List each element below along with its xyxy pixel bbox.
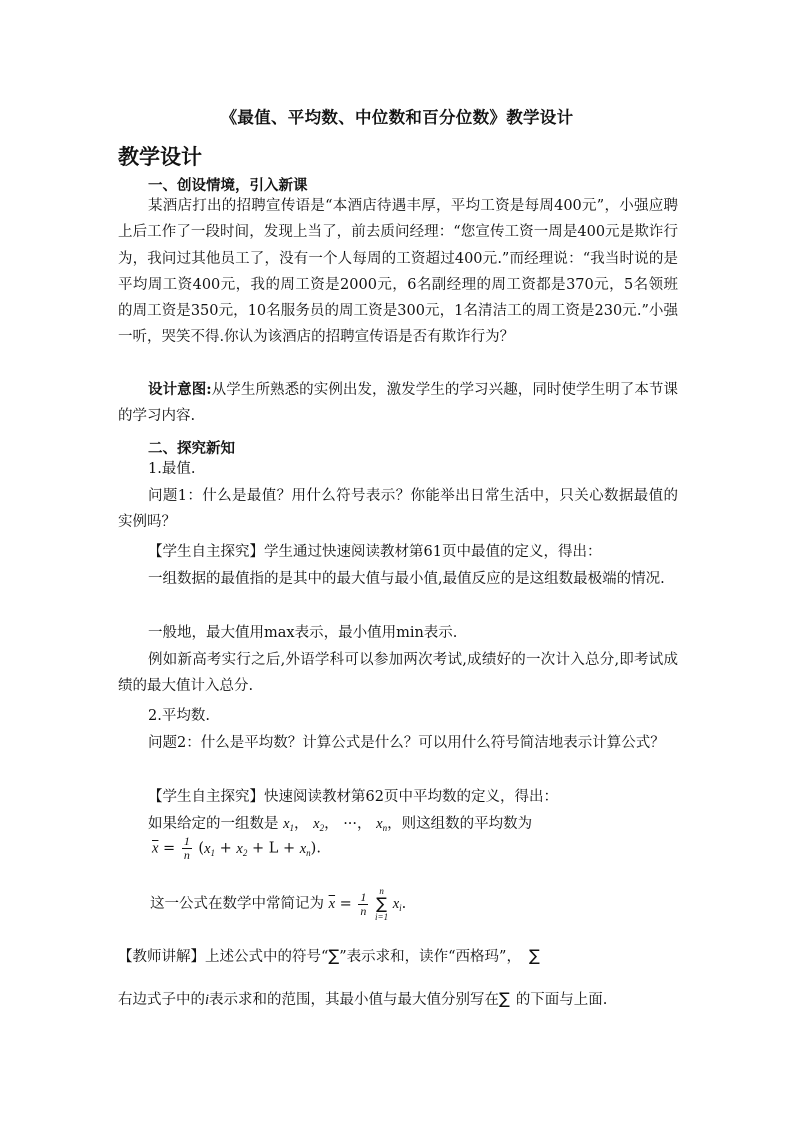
mean-symbol: $\overline{x}$ [152,840,159,857]
var-xn: $x_n$ [376,816,388,833]
design-intent-label: 设计意图: [148,381,212,398]
item2-title: 2.平均数. [148,708,210,724]
given-text: 如果给定的一组数是 [148,816,279,832]
explore2-label: 【学生自主探究】 [148,789,264,805]
question2-paragraph: 问题2：什么是平均数？计算公式是什么？可以用什么符号简洁地表示计算公式？ [148,735,665,751]
sigma-symbol: ∑ [328,946,340,965]
fraction-1-over-n: $\frac{1}{n}$ [183,834,190,862]
explore1-paragraph [118,539,678,565]
var-x2: $x_2$ [313,816,325,833]
formula-note: 这一公式在数学中常简记为 [150,896,324,912]
sum-operator: n ∑ i=1 [375,886,389,922]
story-paragraph: 某酒店打出的招聘宣传语是“本酒店待遇丰厚，平均工资是每周400元”，小强应聘上后工作了一段时间，发现上当了，前去质问经理：“您宣传工资一周是400元是欺诈行为，我问过其他员工了，没有一个人每周的工资超过400元.”而经理说：“我当时说的是平均周工资400元，我的周工资是2000元，6名副经理的周工资都是370元，5名领班的周工资是350元，10名服务员的周工资是300元，1名清洁工的周工资是230元.”小强一听，哭笑不得.你认为该酒店的招聘宣传语是否有欺诈行为？ [118,198,678,346]
main-heading: 教学设计 [118,144,202,169]
explore1-label: 【学生自主探究】 [148,544,264,560]
var-x1: $x_1$ [283,816,295,833]
given-tail: ，则这组数的平均数为 [387,816,533,832]
explore1-text: 学生通过快速阅读教材第61页中最值的定义，得出： [264,544,602,560]
document-title: 《最值、平均数、中位数和百分位数》教学设计 [220,108,574,127]
explore2-paragraph [118,784,678,810]
question1-paragraph: 问题1：什么是最值？用什么符号表示？你能举出日常生活中，只关心数据最值的实例吗？ [118,488,678,531]
section1-heading: 一、创设情境，引入新课 [148,177,308,194]
section2-heading: 二、探究新知 [148,440,235,457]
given-set-line: 如果给定的一组数是 $x_1$， $x_2$， ···， $x_n$，则这组数的平均数为 [148,816,533,833]
max-min-paragraph: 一般地，最大值用max表示，最小值用min表示. [148,625,458,641]
teacher-label: 【教师讲解】 [118,949,205,965]
mean-formula: $\overline{x}$ = $\frac{1}{n}$ $(x_1 + x_2 + L + x_n)$. [152,834,321,862]
index-i: i [205,992,210,1008]
example-paragraph: 例如新高考实行之后,外语学科可以参加两次考试,成绩好的一次计入总分,即考试成绩的最大值计入总分. [118,652,678,695]
fraction-1-over-n-2: $\frac{1}{n}$ [360,889,367,918]
definition-paragraph: 一组数据的最值指的是其中的最大值与最小值,最值反应的是这组数最极端的情况. [148,571,665,587]
design-intent-text: 从学生所熟悉的实例出发，激发学生的学习兴趣，同时使学生明了本节课的学习内容. [118,382,679,425]
item1-title: 1.最值. [148,461,196,477]
ellipsis: ··· [343,816,358,832]
teacher-line-2: 右边式子中的i表示求和的范围，其最小值与最大值分别写在∑ 的下面与上面. [118,989,608,1008]
sigma-formula-line: 这一公式在数学中常简记为 $\overline{x}$ = $\frac{1}{n}$ n ∑ i=1 $x_i$. [150,886,407,922]
ellipsis-L: L [268,840,279,857]
design-intent-paragraph [118,377,678,430]
teacher-line-1: 【教师讲解】上述公式中的符号“∑”表示求和，读作“西格玛”， ∑ [118,946,540,965]
explore2-text: 快速阅读教材第62页中平均数的定义，得出： [264,789,558,805]
